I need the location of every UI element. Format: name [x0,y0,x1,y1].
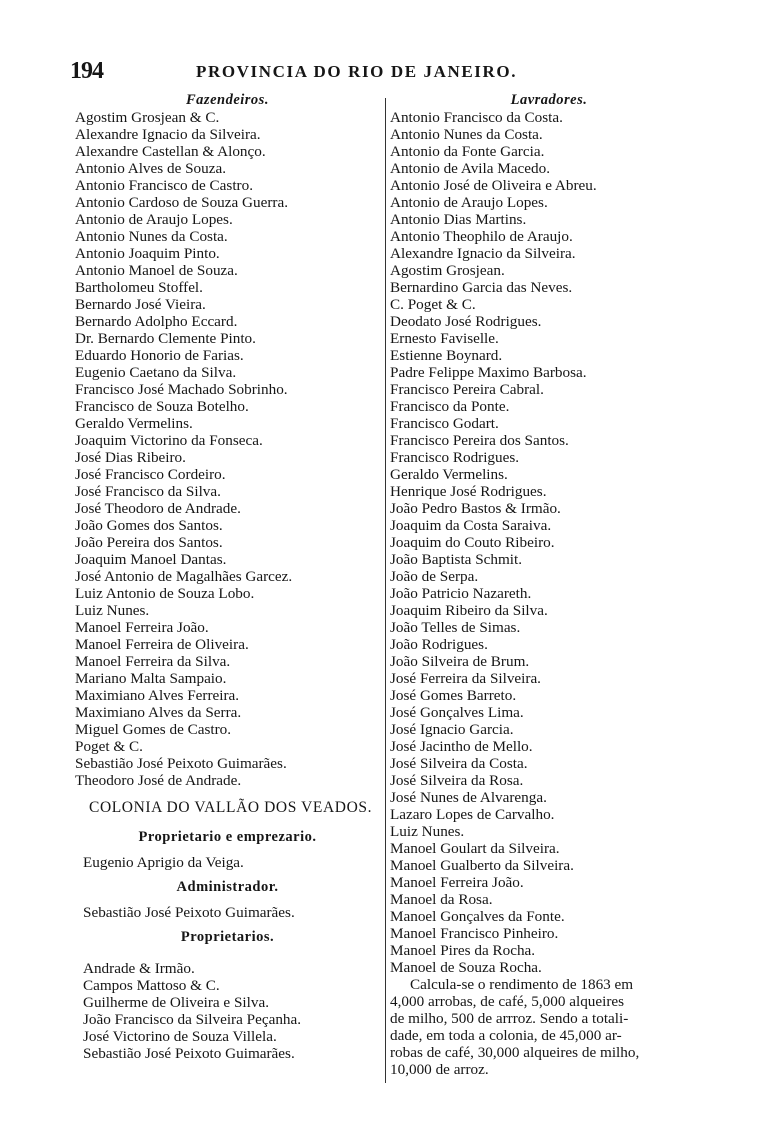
list-item: Padre Felippe Maximo Barbosa. [390,364,587,381]
list-item: Maximiano Alves Ferreira. [75,687,240,704]
list-item: Campos Mattoso & C. [83,977,220,994]
list-item: José Antonio de Magalhães Garcez. [75,568,293,585]
spacer [75,846,380,854]
list-item: Antonio Dias Martins. [390,211,527,228]
list-item: Luiz Antonio de Souza Lobo. [75,585,255,602]
list-item: Antonio Nunes da Costa. [390,126,543,143]
list-item: Antonio Joaquim Pinto. [75,245,220,262]
list-item: Manoel Gonçalves da Fonte. [390,908,565,925]
running-head-title: PROVINCIA DO RIO DE JANEIRO. [196,62,518,81]
list-item: Luiz Nunes. [390,823,465,840]
list-item: Alexandre Castellan & Alonço. [75,143,266,160]
list-item: Antonio Theophilo de Araujo. [390,228,573,245]
list-item: Mariano Malta Sampaio. [75,670,227,687]
list-item: Joaquim do Couto Ribeiro. [390,534,555,551]
fazendeiros-list [75,109,380,789]
list-item: Deodato José Rodrigues. [390,313,542,330]
paragraph-line: 4,000 arrobas, de café, 5,000 alqueires [390,993,625,1010]
list-item: Theodoro José de Andrade. [75,772,242,789]
list-item: Poget & C. [75,738,143,755]
section-heading-lavradores: Lavradores. [510,92,588,108]
list-item: Manoel Gualberto da Silveira. [390,857,574,874]
list-item: Sebastião José Peixoto Guimarães. [75,755,287,772]
list-item: José Ferreira da Silveira. [390,670,541,687]
spacer [75,871,380,879]
spacer [75,946,380,960]
proprietarios-list [75,960,380,1062]
list-item: Antonio da Fonte Garcia. [390,143,545,160]
spacer [75,921,380,929]
list-item: Antonio de Araujo Lopes. [390,194,548,211]
right-column [390,92,708,1078]
list-item: José Silveira da Costa. [390,755,528,772]
paragraph-line: dade, em toda a colonia, de 45,000 ar- [390,1027,622,1044]
list-item: Manoel Ferreira da Silva. [75,653,231,670]
list-item: Luiz Nunes. [75,602,150,619]
page-number: 194 [70,58,103,84]
list-item: Bartholomeu Stoffel. [75,279,203,296]
list-item: João Telles de Simas. [390,619,521,636]
list-item: Francisco Godart. [390,415,499,432]
list-item: Manoel Ferreira João. [75,619,209,636]
list-item: Antonio Cardoso de Souza Guerra. [75,194,288,211]
spacer [75,821,380,829]
list-item: Geraldo Vermelins. [75,415,193,432]
list-item: José Gomes Barreto. [390,687,517,704]
list-item: Sebastião José Peixoto Guimarães. [83,1045,295,1062]
list-item: Alexandre Ignacio da Silveira. [75,126,261,143]
page-header [0,58,768,88]
list-item: João Patricio Nazareth. [390,585,532,602]
list-item: João Pereira dos Santos. [75,534,223,551]
list-item: Estienne Boynard. [390,347,503,364]
paragraph-line: de milho, 500 de arrroz. Sendo a totali- [390,1010,629,1027]
list-item: Henrique José Rodrigues. [390,483,547,500]
list-item: José Victorino de Souza Villela. [83,1028,277,1045]
paragraph-line: 10,000 de arroz. [390,1061,489,1078]
list-item: Antonio Manoel de Souza. [75,262,238,279]
spacer [75,896,380,904]
yield-paragraph [390,976,708,1078]
list-item: João Pedro Bastos & Irmão. [390,500,561,517]
paragraph-line: Calcula-se o rendimento de 1863 em [410,976,634,993]
list-item: José Jacintho de Mello. [390,738,533,755]
list-item: Manoel de Souza Rocha. [390,959,542,976]
list-item: José Gonçalves Lima. [390,704,524,721]
list-item: Antonio Francisco de Castro. [75,177,254,194]
list-item: Antonio Alves de Souza. [75,160,227,177]
list-item: Joaquim Victorino da Fonseca. [75,432,263,449]
list-item: Bernardo José Vieira. [75,296,206,313]
list-item: Manoel Ferreira de Oliveira. [75,636,249,653]
list-item: José Silveira da Rosa. [390,772,524,789]
proprietario-name: Eugenio Aprigio da Veiga. [83,854,244,871]
list-item: José Francisco Cordeiro. [75,466,226,483]
list-item: Alexandre Ignacio da Silveira. [390,245,576,262]
list-item: Manoel da Rosa. [390,891,493,908]
section-heading-fazendeiros: Fazendeiros. [186,92,269,108]
list-item: Miguel Gomes de Castro. [75,721,232,738]
list-item: José Nunes de Alvarenga. [390,789,547,806]
list-item: Antonio de Araujo Lopes. [75,211,233,228]
list-item: Agostim Grosjean & C. [75,109,220,126]
list-item: Antonio Nunes da Costa. [75,228,228,245]
list-item: João Francisco da Silveira Peçanha. [83,1011,302,1028]
list-item: Dr. Bernardo Clemente Pinto. [75,330,256,347]
administrador-name: Sebastião José Peixoto Guimarães. [83,904,295,921]
list-item: Agostim Grosjean. [390,262,505,279]
list-item: Guilherme de Oliveira e Silva. [83,994,269,1011]
list-item: Francisco de Souza Botelho. [75,398,249,415]
list-item: Joaquim Manoel Dantas. [75,551,227,568]
list-item: Antonio José de Oliveira e Abreu. [390,177,597,194]
left-column [75,92,380,1062]
lavradores-list [390,109,708,976]
column-divider [385,98,386,1083]
list-item: Bernardino Garcia das Neves. [390,279,573,296]
list-item: C. Poget & C. [390,296,476,313]
list-item: Joaquim da Costa Saraiva. [390,517,552,534]
list-item: José Francisco da Silva. [75,483,221,500]
list-item: Joaquim Ribeiro da Silva. [390,602,548,619]
list-item: João Rodrigues. [390,636,488,653]
list-item: Maximiano Alves da Serra. [75,704,242,721]
section-heading-proprietarios: Proprietarios. [180,929,275,945]
list-item: Eugenio Caetano da Silva. [75,364,237,381]
paragraph-line: robas de café, 30,000 alqueires de milho, [390,1044,640,1061]
list-item: Francisco Pereira dos Santos. [390,432,569,449]
list-item: Francisco da Ponte. [390,398,510,415]
list-item: Andrade & Irmão. [83,960,195,977]
list-item: Manoel Pires da Rocha. [390,942,536,959]
list-item: Antonio Francisco da Costa. [390,109,563,126]
list-item: Manoel Francisco Pinheiro. [390,925,559,942]
list-item: Francisco José Machado Sobrinho. [75,381,288,398]
list-item: Lazaro Lopes de Carvalho. [390,806,555,823]
list-item: José Dias Ribeiro. [75,449,186,466]
section-heading-proprietario: Proprietario e emprezario. [138,829,317,845]
list-item: Manoel Ferreira João. [390,874,524,891]
list-item: Manoel Goulart da Silveira. [390,840,560,857]
section-heading-administrador: Administrador. [176,879,279,895]
list-item: Francisco Rodrigues. [390,449,520,466]
list-item: João de Serpa. [390,568,479,585]
list-item: Francisco Pereira Cabral. [390,381,544,398]
list-item: João Silveira de Brum. [390,653,530,670]
list-item: José Theodoro de Andrade. [75,500,241,517]
list-item: José Ignacio Garcia. [390,721,514,738]
colony-title: COLONIA DO VALLÃO DOS VEADOS. [89,799,373,816]
list-item: João Gomes dos Santos. [75,517,223,534]
list-item: Eduardo Honorio de Farias. [75,347,244,364]
list-item: Geraldo Vermelins. [390,466,508,483]
list-item: Ernesto Faviselle. [390,330,499,347]
list-item: Bernardo Adolpho Eccard. [75,313,238,330]
list-item: João Baptista Schmit. [390,551,523,568]
list-item: Antonio de Avila Macedo. [390,160,550,177]
